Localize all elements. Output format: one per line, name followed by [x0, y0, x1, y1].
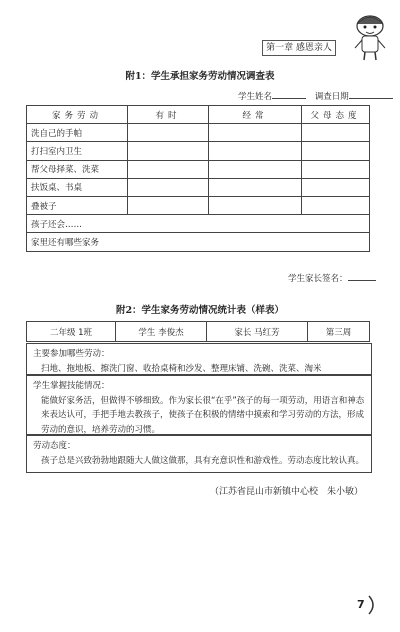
- chore-label: 打扫室内卫生: [27, 142, 128, 160]
- chapter-label: 第一章 感恩亲人: [262, 40, 336, 56]
- parent-cell: 家长 马红芳: [207, 322, 308, 342]
- chore-label: 扶饭桌、书桌: [27, 178, 128, 196]
- page-number: 7: [357, 598, 365, 611]
- attitude-heading: 劳动态度：: [33, 441, 76, 451]
- table-row: [27, 160, 370, 178]
- author-credit: （江苏省昆山市新镇中心校 朱小敏）: [210, 487, 364, 497]
- table-row: [27, 322, 370, 342]
- mastery-box: [26, 375, 372, 435]
- attitude-box: [26, 435, 372, 473]
- mascot-icon: [350, 12, 390, 62]
- student-cell: 学生 李俊杰: [116, 322, 207, 342]
- chore-label: 孩子还会……: [27, 215, 370, 233]
- attitude-body: 孩子总是兴致勃勃地跟随大人做这做那，具有充意识性和游戏性。劳动态度比较认真。: [41, 455, 365, 466]
- stats-header-table: [26, 321, 370, 342]
- parent-sign-field: [288, 272, 376, 284]
- mastery-heading: 学生掌握技能情况：: [33, 381, 110, 391]
- column-header: 经常: [209, 106, 302, 124]
- table-row: [27, 178, 370, 196]
- column-header: 有时: [128, 106, 209, 124]
- table-row: [27, 233, 370, 251]
- participation-body: 扫地、拖地板、擦洗门窗、收拾桌椅和沙发、整理床铺、洗碗、洗菜、淘米: [41, 363, 322, 374]
- survey-date-label: 调查日期: [314, 92, 349, 102]
- table-header-row: [27, 106, 370, 124]
- column-header: 家务劳动: [27, 106, 128, 124]
- mastery-body: 能做好家务活，但做得不够细致。作为家长很“在乎”孩子的每一项劳动，用语言和神态来表达认可，手把手地去教孩子，使孩子在积极的情绪中摸索和学习劳动的方法，形成劳动的意识，培养劳动的习惯。: [41, 395, 365, 435]
- chapter-header: [262, 12, 390, 64]
- survey-title: 附1：学生承担家务劳动情况调查表: [125, 71, 275, 82]
- chore-label: 叠被子: [27, 196, 128, 214]
- parent-sign-label: 学生家长签名：: [288, 274, 348, 284]
- chore-label: 帮父母择菜、洗菜: [27, 160, 128, 178]
- table-row: [27, 215, 370, 233]
- stats-title: 附2：学生家务劳动情况统计表（样表）: [115, 305, 285, 316]
- week-cell: 第三周: [308, 322, 370, 342]
- chore-label: 洗自己的手帕: [27, 124, 128, 142]
- table-row: [27, 142, 370, 160]
- participation-box: [26, 343, 372, 375]
- grade-cell: 二年级 1班: [27, 322, 116, 342]
- student-name-label: 学生姓名: [238, 92, 273, 102]
- student-name-field: [238, 90, 393, 102]
- chore-label: 家里还有哪些家务: [27, 233, 370, 251]
- column-header: 父母态度: [302, 106, 370, 124]
- participation-heading: 主要参加哪些劳动：: [33, 349, 110, 359]
- table-row: [27, 124, 370, 142]
- table-row: [27, 196, 370, 214]
- survey-table: [26, 105, 370, 252]
